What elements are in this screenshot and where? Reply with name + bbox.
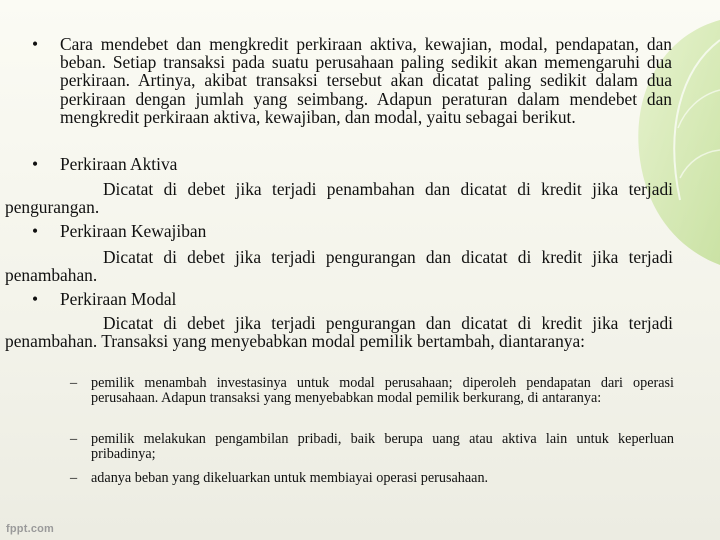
bullet-intro [32,35,672,126]
bullet-aktiva [32,155,672,173]
dash-marker: – [70,470,78,486]
dash-marker: – [70,375,78,391]
bullet-text: Cara mendebet dan mengkredit perkiraan aktiva, kewajian, modal, pendapatan, dan beban. Setiap transaksi pada suatu perusahaan paling sedikit akan memengaruhi dua perkiraan. Artinya, akibat transaksi tersebut akan dicatat paling sedikit dalam dua perkiraan dengan jumlah yang seimbang. Adapun peraturan dalam mendebet dan mengkredit perkiraan aktiva, kewajiban, dan modal, yaitu sebagai berikut. [60,34,672,127]
dash-marker: – [70,431,78,447]
paragraph-modal: Dicatat di debet jika terjadi pengurangan dan dicatat di kredit jika terjadi penambahan. Transaksi yang menyebabkan modal pemilik bertambah, diantaranya: [5,313,673,352]
bullet-marker: • [32,221,39,241]
footer-logo: fppt.com [6,523,55,535]
sub-item [70,432,674,462]
bullet-text: Perkiraan Kewajiban [60,221,207,241]
sub-item-text: pemilik melakukan pengambilan pribadi, baik berupa uang atau aktiva lain untuk keperluan pribadinya; [91,431,674,463]
sub-item [70,376,674,406]
bullet-kewajiban [32,222,672,240]
bullet-modal [32,290,672,308]
bullet-text: Perkiraan Modal [60,289,177,309]
sub-item [70,471,674,486]
bullet-marker: • [32,34,39,54]
sub-item-text: adanya beban yang dikeluarkan untuk membiayai operasi perusahaan. [91,470,489,486]
bullet-text: Perkiraan Aktiva [60,154,178,174]
bullet-marker: • [32,289,39,309]
bullet-marker: • [32,154,39,174]
sub-item-text: pemilik menambah investasinya untuk modal perusahaan; diperoleh pendapatan dari operasi perusahaan. Adapun transaksi yang menyebabkan modal pemilik berkurang, di antaranya: [91,375,674,407]
paragraph-kewajiban: Dicatat di debet jika terjadi pengurangan dan dicatat di kredit jika terjadi penambahan. [5,247,673,286]
paragraph-aktiva: Dicatat di debet jika terjadi penambahan dan dicatat di kredit jika terjadi pengurangan. [5,179,673,218]
